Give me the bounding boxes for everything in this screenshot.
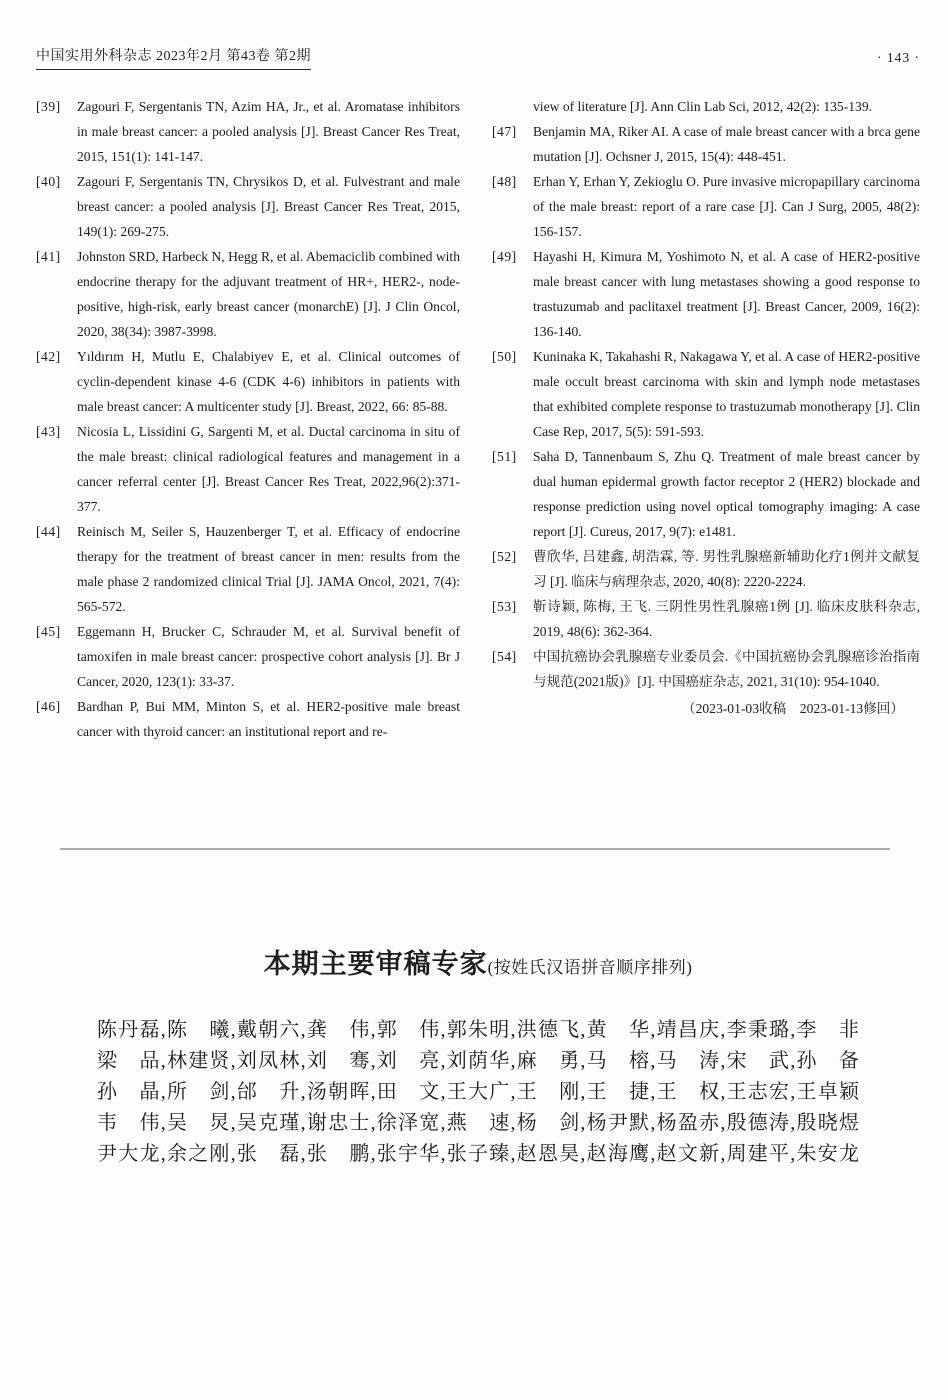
reference-text: Erhan Y, Erhan Y, Zekioglu O. Pure invasive micropapillary carcinoma of the male breast: report of a rare case [J]. Can J Surg, 2005, 48(2): 156-157.: [533, 174, 920, 239]
reviewer-names-line: 陈丹磊,陈 曦,戴朝六,龚 伟,郭 伟,郭朱明,洪德飞,黄 华,靖昌庆,李秉璐,李 非: [97, 1019, 859, 1041]
reference-item: [36, 619, 460, 694]
reference-item: [492, 594, 920, 644]
reference-text: Eggemann H, Brucker C, Schrauder M, et al. Survival benefit of tamoxifen in male breast cancer: prospective cohort analysis [J]. Br J Cancer, 2020, 123(1): 33-37.: [77, 624, 460, 689]
section-divider: [60, 848, 890, 850]
reference-number: [48]: [492, 174, 517, 189]
reviewer-names-line: 尹大龙,余之刚,张 磊,张 鹏,张宇华,张子臻,赵恩昊,赵海鹰,赵文新,周建平,朱安龙: [97, 1143, 859, 1165]
page-number: · 143 ·: [877, 50, 920, 65]
reference-text: Bardhan P, Bui MM, Minton S, et al. HER2-positive male breast cancer with thyroid cancer: an institutional report and re-: [77, 699, 460, 739]
reference-text: view of literature [J]. Ann Clin Lab Sci, 2012, 42(2): 135-139.: [533, 99, 873, 114]
reviewer-names-line: 孙 晶,所 剑,邰 升,汤朝晖,田 文,王大广,王 刚,王 捷,王 权,王志宏,王卓颖: [97, 1081, 859, 1103]
reference-text: Johnston SRD, Harbeck N, Hegg R, et al. Abemaciclib combined with endocrine therapy for the adjuvant treatment of HR+, HER2-, node-positive, high-risk, early breast cancer (monarchE) [J]. J Clin Oncol, 2020, 38(34): 3987-3998.: [77, 249, 460, 339]
reviewer-names-line: 韦 伟,吴 炅,吴克瑾,谢忠士,徐泽宽,燕 速,杨 剑,杨尹默,杨盈赤,殷德涛,殷晓煜: [97, 1112, 859, 1134]
references-left-column: [36, 94, 460, 744]
reference-text: Nicosia L, Lissidini G, Sargenti M, et al. Ductal carcinoma in situ of the male breast: clinical radiological features and management in a cancer referral center [J]. Breast Cancer Res Treat, 2022,96(2):371-377.: [77, 424, 460, 514]
reference-number: [46]: [36, 699, 61, 714]
reference-text: Saha D, Tannenbaum S, Zhu Q. Treatment of male breast cancer by dual human epidermal growth factor receptor 2 (HER2) blockade and response prediction using novel optical tomography imaging: A case report [J]. Cureus, 2017, 9(7): e1481.: [533, 449, 920, 539]
reference-text: Zagouri F, Sergentanis TN, Chrysikos D, et al. Fulvestrant and male breast cancer: a pooled analysis [J]. Breast Cancer Res Treat, 2015, 149(1): 269-275.: [77, 174, 460, 239]
reviewer-names-block: [97, 1015, 859, 1170]
received-revised-dates: （2023-01-03收稿 2023-01-13修回）: [681, 701, 904, 716]
reference-text: 靳诗颖, 陈梅, 王飞. 三阴性男性乳腺癌1例 [J]. 临床皮肤科杂志, 2019, 48(6): 362-364.: [533, 599, 920, 639]
reference-number: [39]: [36, 99, 61, 114]
reviewer-names-line: 梁 品,林建贤,刘凤林,刘 骞,刘 亮,刘荫华,麻 勇,马 榕,马 涛,宋 武,孙 备: [97, 1050, 859, 1072]
reference-number: [41]: [36, 249, 61, 264]
reference-text: Benjamin MA, Riker AI. A case of male breast cancer with a brca gene mutation [J]. Ochsner J, 2015, 15(4): 448-451.: [533, 124, 920, 164]
reference-item: [36, 244, 460, 344]
reference-number: [47]: [492, 124, 517, 139]
reference-text: 中国抗癌协会乳腺癌专业委员会.《中国抗癌协会乳腺癌诊治指南与规范(2021版)》[J]. 中国癌症杂志, 2021, 31(10): 954-1040.: [533, 649, 920, 689]
reference-item: [492, 444, 920, 544]
reference-text: Zagouri F, Sergentanis TN, Azim HA, Jr., et al. Aromatase inhibitors in male breast cancer: a pooled analysis [J]. Breast Cancer Res Treat, 2015, 151(1): 141-147.: [77, 99, 460, 164]
reference-number: [45]: [36, 624, 61, 639]
reference-continuation: [492, 94, 920, 119]
reference-number: [42]: [36, 349, 61, 364]
reviewers-title: [36, 942, 920, 981]
reference-item: [492, 169, 920, 244]
reference-text: Kuninaka K, Takahashi R, Nakagawa Y, et al. A case of HER2-positive male occult breast carcinoma with skin and lymph node metastases that exhibited complete response to trastuzumab monotherapy [J]. Clin Case Rep, 2017, 5(5): 591-593.: [533, 349, 920, 439]
reference-number: [49]: [492, 249, 517, 264]
reference-item: [492, 119, 920, 169]
reference-number: [53]: [492, 599, 517, 614]
reference-text: Reinisch M, Seiler S, Hauzenberger T, et al. Efficacy of endocrine therapy for the treatment of breast cancer in men: results from the male phase 2 randomized clinical Trial [J]. JAMA Oncol, 2021, 7(4): 565-572.: [77, 524, 460, 614]
reference-item: [36, 419, 460, 519]
reference-number: [54]: [492, 649, 517, 664]
page-header: [36, 48, 920, 70]
references-section: [36, 94, 920, 744]
reference-item: [492, 244, 920, 344]
reviewers-title-subtitle: (按姓氏汉语拼音顺序排列): [487, 958, 693, 977]
reference-number: [50]: [492, 349, 517, 364]
reference-item: [36, 694, 460, 744]
reference-text: Hayashi H, Kimura M, Yoshimoto N, et al. A case of HER2-positive male breast cancer with lung metastases showing a good response to trastuzumab and paclitaxel treatment [J]. Breast Cancer, 2009, 16(2): 136-140.: [533, 249, 920, 339]
reference-text: 曹欣华, 吕建鑫, 胡浩霖, 等. 男性乳腺癌新辅助化疗1例并文献复习 [J]. 临床与病理杂志, 2020, 40(8): 2220-2224.: [533, 549, 920, 589]
references-right-column: [492, 94, 920, 744]
reference-number: [52]: [492, 549, 517, 564]
reviewers-title-main: 本期主要审稿专家: [263, 949, 488, 979]
reference-item: [492, 544, 920, 594]
reference-item: [36, 94, 460, 169]
reference-item: [492, 644, 920, 694]
reference-item: [492, 344, 920, 444]
reference-number: [43]: [36, 424, 61, 439]
reference-number: [44]: [36, 524, 61, 539]
reference-item: [36, 344, 460, 419]
reference-item: [36, 519, 460, 619]
reference-item: [36, 169, 460, 244]
reference-number: [40]: [36, 174, 61, 189]
reference-text: Yıldırım H, Mutlu E, Chalabiyev E, et al. Clinical outcomes of cyclin-dependent kinase 4-6 (CDK 4-6) inhibitors in patients with male breast cancer: A multicenter study [J]. Breast, 2022, 66: 85-88.: [77, 349, 460, 414]
reference-number: [51]: [492, 449, 517, 464]
journal-title-line: 中国实用外科杂志 2023年2月 第43卷 第2期: [36, 48, 311, 70]
